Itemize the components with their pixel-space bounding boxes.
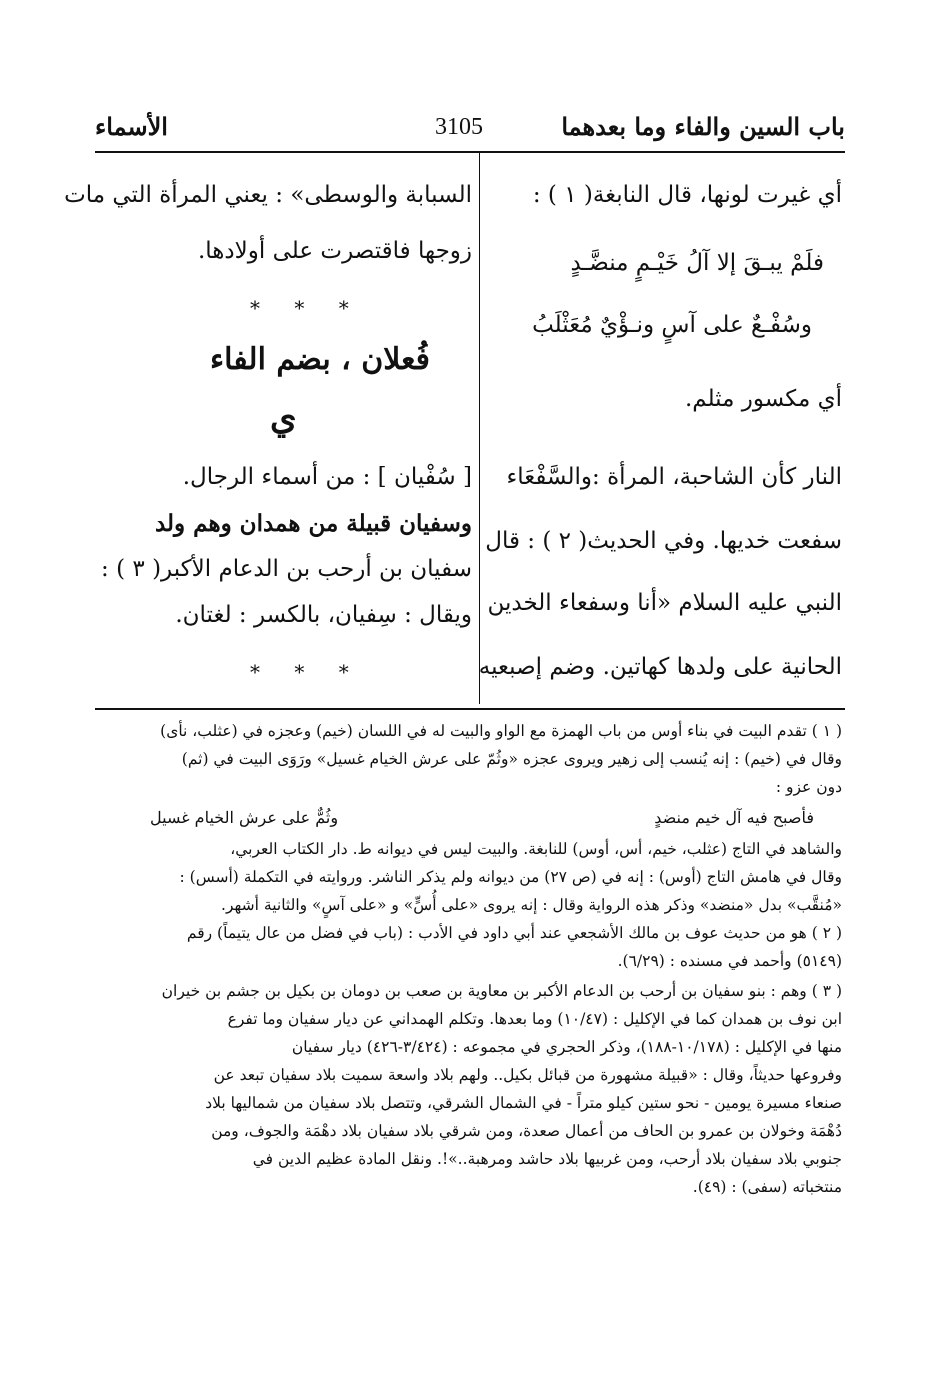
footnotes [100,716,842,1316]
text-line: النار كأن الشاحبة، المرأة :والسَّفْعَاء [506,464,842,490]
text-line: وسفيان قبيلة من همدان وهم ولد [154,510,472,537]
footnote-line: جنوبي بلاد سفيان بلاد أرحب، ومن غربيها بلاد حاشد ومرهبة..»!. ونقل المادة عظيم الدين في [252,1150,842,1168]
verse-line: وسُفْـعٌ على آسٍ ونـؤْيٌ مُعَثْلَبُ [532,312,812,338]
footnote-line: «مُنقَّب» بدل «منضد» وذكر هذه الرواية وقال : إنه يروى «على أُسٍّ» و «على آسٍ» والثانية أشهر. [221,896,842,914]
footnote-line: ابن نوف بن همدان كما في الإكليل : (١٠/٤٧) وما بعدها. وتكلم الهمداني عن ديار سفيان وما تفرع [227,1010,842,1028]
footnote-line: وفروعها حديثاً، وقال : «قبيلة مشهورة من قبائل بكيل.. ولهم بلاد واسعة سميت بلاد سفيان تبعد عن [213,1066,842,1084]
footnote-line: ( ٣ ) وهم : بنو سفيان بن أرحب بن الدعام الأكبر بن معاوية بن صعب بن دومان بن بكيل بن جشم بن خيران [161,982,842,1000]
column-divider [479,151,480,704]
text-line: ويقال : سِفيان، بالكسر : لغتان. [175,602,472,628]
text-line: السبابة والوسطى» : يعني المرأة التي مات [64,182,472,208]
footnote-line: (٥١٤٩) وأحمد في مسنده : (٦/٢٩). [617,952,842,970]
footnote-line: منتخباته (سفى) : (٤٩). [692,1178,842,1196]
footnote-line: دون عزو : [775,778,842,796]
text-line: زوجها فاقتصرت على أولادها. [197,238,472,264]
footnote-line: دُهْمَة وخولان بن عمرو بن الحاف من أعمال صعدة، ومن شرقي بلاد سفيان بلاد دهْمَة والجوف، ومن [211,1122,842,1140]
right-column [478,160,842,700]
separator-stars: * * * [250,660,363,684]
section-heading: فُعلان ، بضم الفاء [210,342,430,377]
left-column [64,160,472,700]
footnote-line: ( ٢ ) هو من حديث عوف بن مالك الأشجعي عند أبي داود في الأدب : (باب في فضل من عال يتيماً) رقم [186,924,842,942]
header-rule [95,151,845,153]
footnote-verse-left: وثُمٌّ على عرش الخيام غسيل [150,808,339,827]
footnote-line: ( ١ ) تقدم البيت في بناء أوس من باب الهمزة مع الواو والبيت له في اللسان (خيم) وعجزه في (عثلب، نأى) [160,722,842,740]
footnote-line: وقال في هامش التاج (أوس) : إنه في (ص ٢٧) من ديوانه ولم يذكر الناشر. وروايته في التكملة (أسس) : [179,868,842,886]
text-line: سفعت خديها. وفي الحديث( ٢ ) : قال [485,528,842,554]
section-title: الأسماء [95,112,168,141]
text-line: أي مكسور مثلم. [684,386,842,412]
text-line: أي غيرت لونها، قال النابغة( ١ ) : [532,182,842,208]
separator-stars: * * * [250,296,363,320]
page-number: 3105 [435,114,483,140]
text-line: سفيان بن أرحب بن الدعام الأكبر( ٣ ) : [101,556,472,582]
footnote-rule [95,708,845,710]
section-letter: ي [270,398,297,438]
page-header [95,112,845,152]
chapter-title: باب السين والفاء وما بعدهما [561,112,845,141]
footnote-verse-right: فأصبح فيه آل خيم منضدٍ [654,808,814,827]
footnote-line: منها في الإكليل : (١٠/١٧٨-١٨٨)، وذكر الحجري في مجموعه : (٣/٤٢٤-٤٢٦) ديار سفيان [291,1038,842,1056]
footnote-line: صنعاء مسيرة يومين - نحو ستين كيلو متراً - في الشمال الشرقي، وتتصل بلاد سفيان من شماليها بلاد [205,1094,842,1112]
text-line: النبي عليه السلام «أنا وسفعاء الخدين [487,590,842,616]
text-line: الحانية على ولدها كهاتين. وضم إصبعيه [478,654,842,680]
footnote-line: والشاهد في التاج (عثلب، خيم، أس، أوس) للنابغة. والبيت ليس في ديوانه ط. دار الكتاب العربي، [230,840,842,858]
text-line: [ سُفْيان ] : من أسماء الرجال. [182,464,472,490]
verse-line: فلَمْ يبـقَ إلا آلُ خَيْـمٍ منضَّـدٍ [570,250,824,276]
footnote-line: وقال في (خيم) : إنه يُنسب إلى زهير ويروى عجزه «وثُمّ على عرش الخيام غسيل» ورَوَى البيت في (ثم) [181,750,842,768]
